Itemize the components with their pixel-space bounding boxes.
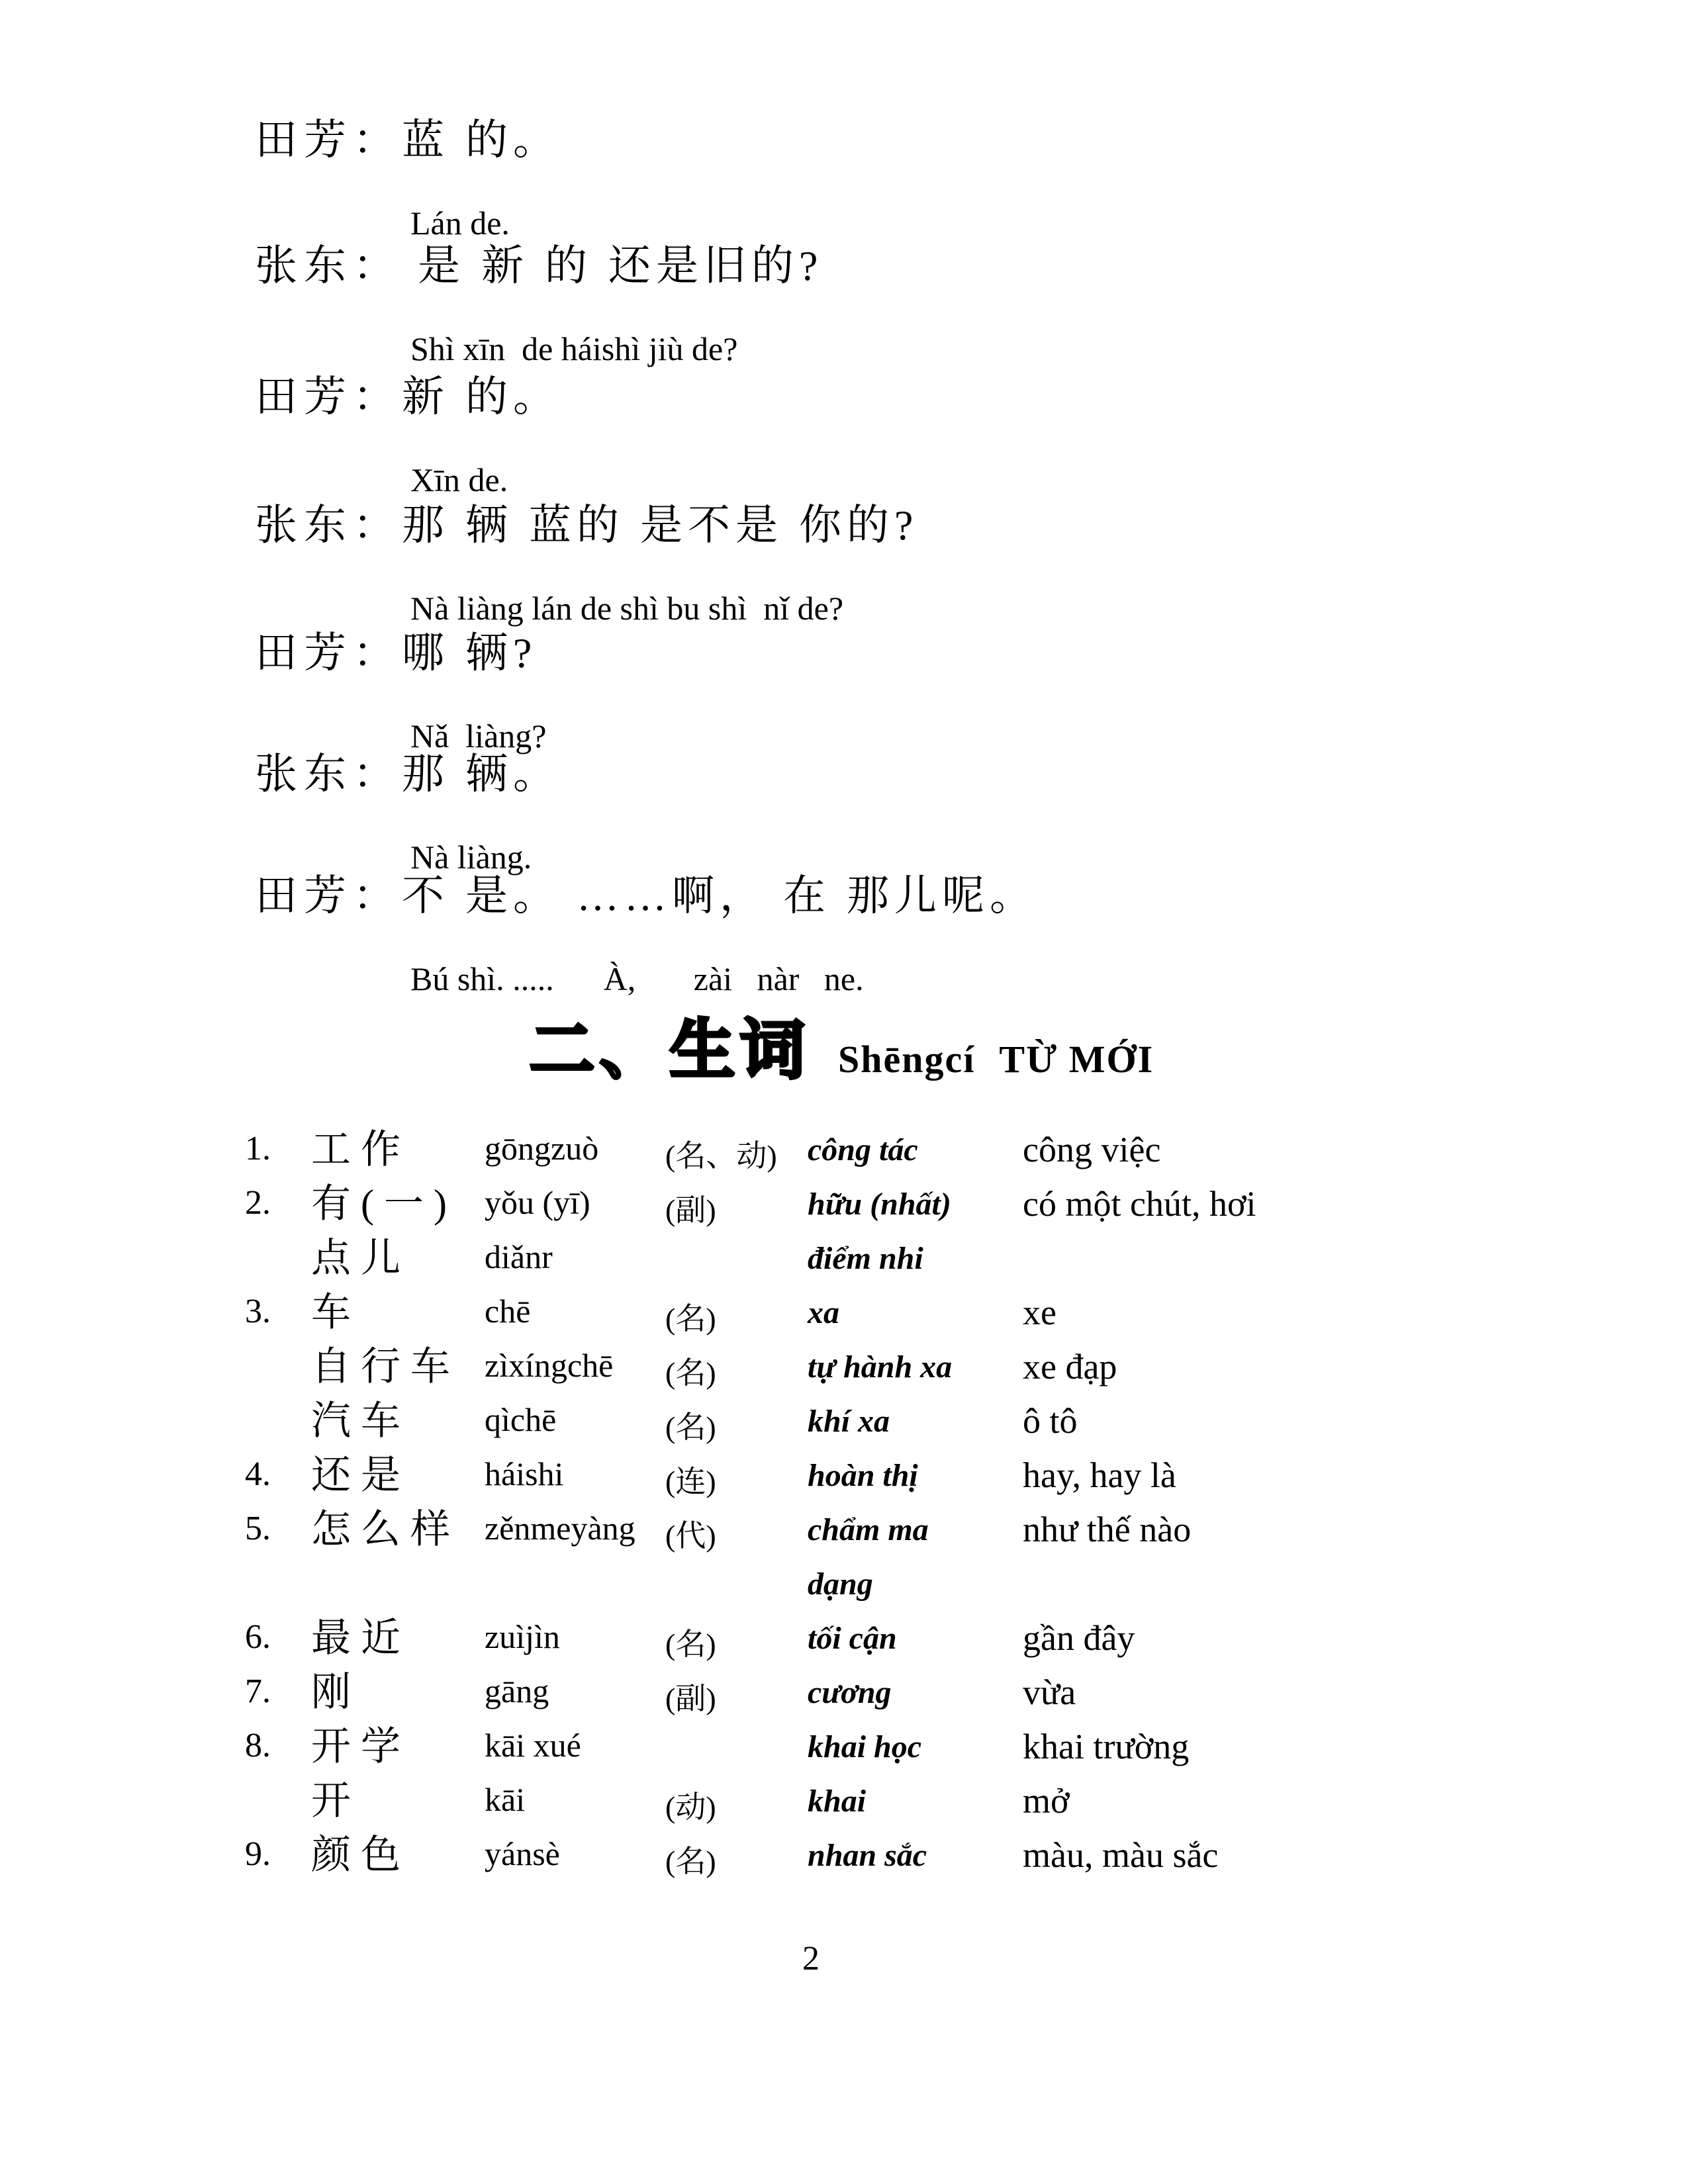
vocab-meaning: xe [1023,1293,1056,1332]
vocab-hanzi: 点儿 [311,1236,410,1280]
vocab-number: 5. [245,1510,271,1547]
vocab-pos: (名) [665,1627,716,1661]
vocab-hanzi: 开 [311,1779,361,1823]
vocab-meaning: khai trường [1023,1727,1190,1766]
vocab-hanviet: cương [808,1675,892,1710]
section-heading [530,998,1154,1091]
vocab-meaning: ô tô [1023,1401,1078,1441]
vocab-pinyin: kāi xué [485,1727,581,1764]
vocab-pos [665,1238,808,1240]
speaker-label: 张东： [255,751,402,797]
vocab-number: 6. [245,1618,271,1656]
vocab-hanviet: dạng [808,1567,873,1602]
vocab-pos: (副) [665,1193,716,1227]
vocab-hanviet: chẩm ma [808,1512,929,1547]
vocab-pinyin: gāng [485,1672,549,1709]
vocab-hanzi: 颜色 [311,1833,410,1877]
speaker-label: 田芳： [255,373,402,420]
heading-hanzi: 二、生词 [530,1013,811,1088]
hanzi-sentence: 那 辆 蓝的 是不是 你的? [402,502,919,549]
hanzi-sentence: 蓝 的。 [402,116,561,163]
vocab-hanviet: điểm nhi [808,1241,923,1276]
vocab-meaning: hay, hay là [1023,1455,1176,1495]
vocab-pos: (名) [665,1844,716,1878]
vocab-hanzi: 最近 [311,1616,410,1660]
vocab-meaning: như thế nào [1023,1510,1192,1549]
pinyin-text: Xīn de. [410,461,508,498]
vocab-meaning: xe đạp [1023,1347,1117,1387]
page-number: 2 [802,1940,820,1978]
vocab-meaning: có một chút, hơi [1023,1184,1256,1224]
hanzi-text [255,373,561,421]
vocab-pos: (代) [665,1519,716,1553]
vocab-hanzi: 开学 [311,1725,410,1768]
vocab-hanzi: 有(一) [311,1182,457,1226]
vocab-table [245,1129,1256,1889]
vocab-hanviet: xa [808,1295,839,1330]
hanzi-text [255,751,561,798]
vocab-number: 9. [245,1835,271,1873]
hanzi-text [255,629,546,677]
pinyin-text: Nǎ liàng? [410,717,547,754]
vocab-meaning: mở [1023,1781,1070,1821]
vocab-hanviet: hữu (nhất) [808,1187,951,1222]
vocab-meaning: vừa [1023,1672,1076,1712]
vocab-pos: (名) [665,1356,716,1390]
vocab-hanzi: 车 [311,1291,361,1334]
vocab-meaning: công việc [1023,1130,1161,1169]
hanzi-sentence: 新 的。 [402,373,561,420]
vocab-pinyin: háishi [485,1455,564,1492]
vocab-meaning: gần đây [1023,1618,1135,1658]
speaker-label: 田芳： [255,872,402,919]
vocab-hanviet: công tác [808,1132,918,1167]
speaker-label: 张东： [255,502,402,549]
vocab-number: 8. [245,1727,271,1764]
vocab-hanzi: 工作 [311,1128,410,1171]
vocab-pinyin: diǎnr [485,1238,553,1275]
hanzi-sentence: 那 辆。 [402,751,561,797]
vocab-hanviet: hoàn thị [808,1458,918,1493]
pinyin-text: Nà liàng. [410,838,532,876]
vocab-number: 1. [245,1130,271,1167]
hanzi-text [255,502,918,549]
hanzi-sentence: 不 是。 ……啊， 在 那儿呢。 [402,872,1037,919]
speaker-label: 田芳： [255,116,402,163]
vocab-pinyin: zuìjìn [485,1618,560,1655]
pinyin-text: Lán de. [410,204,510,242]
hanzi-text [255,872,1037,920]
vocab-hanzi: 自行车 [311,1345,460,1388]
vocab-pinyin: qìchē [485,1401,557,1438]
pinyin-text: Nà liàng lán de shì bu shì nǐ de? [410,589,844,627]
heading-pinyin: Shēngcí [838,1038,976,1081]
vocab-number: 4. [245,1455,271,1493]
vocab-pinyin: zěnmeyàng [485,1510,635,1547]
vocab-hanviet: nhan sắc [808,1838,927,1873]
speaker-label: 田芳： [255,629,402,676]
vocab-hanviet: khí xa [808,1404,890,1439]
hanzi-text [255,116,561,164]
hanzi-sentence: 哪 辆? [402,629,538,676]
vocab-pinyin: kāi [485,1781,526,1818]
vocab-pos: (副) [665,1682,716,1715]
vocab-pos: (名) [665,1302,716,1336]
vocab-number: 7. [245,1672,271,1710]
vocab-hanzi: 还是 [311,1453,410,1497]
heading-viet: TỪ MỚI [999,1038,1154,1081]
vocab-pos [665,1563,808,1566]
vocab-pinyin: yǒu (yī) [485,1184,590,1221]
vocab-hanzi: 怎么样 [311,1508,460,1551]
pinyin-text: Bú shì. ..... À, zài nàr ne. [410,960,864,997]
vocab-meaning: màu, màu sắc [1023,1835,1219,1875]
vocab-hanviet: tự hành xa [808,1349,953,1385]
vocab-pos [665,1726,808,1729]
vocab-pinyin: chē [485,1293,531,1330]
vocab-hanzi: 汽车 [311,1399,410,1443]
vocab-hanviet: khai [808,1784,867,1819]
pinyin-text: Shì xīn de háishì jiù de? [410,330,738,367]
vocab-pinyin: gōngzuò [485,1130,599,1167]
vocab-hanviet: tối cận [808,1621,897,1656]
vocab-pos: (动) [665,1790,716,1824]
vocab-pos: (连) [665,1465,716,1498]
vocab-hanzi: 刚 [311,1670,361,1714]
speaker-label: 张东： [255,242,402,289]
vocab-pos: (名) [665,1410,716,1444]
vocab-pinyin: zìxíngchē [485,1347,614,1384]
hanzi-text [255,242,823,290]
dialogue-line [255,848,1037,1021]
hanzi-sentence: 是 新 的 还是旧的? [402,242,823,289]
vocab-number: 2. [245,1184,271,1222]
vocab-pinyin: yánsè [485,1835,560,1872]
vocab-pos: (名、动) [665,1139,777,1173]
vocab-number: 3. [245,1293,271,1330]
vocab-hanviet: khai học [808,1729,922,1764]
